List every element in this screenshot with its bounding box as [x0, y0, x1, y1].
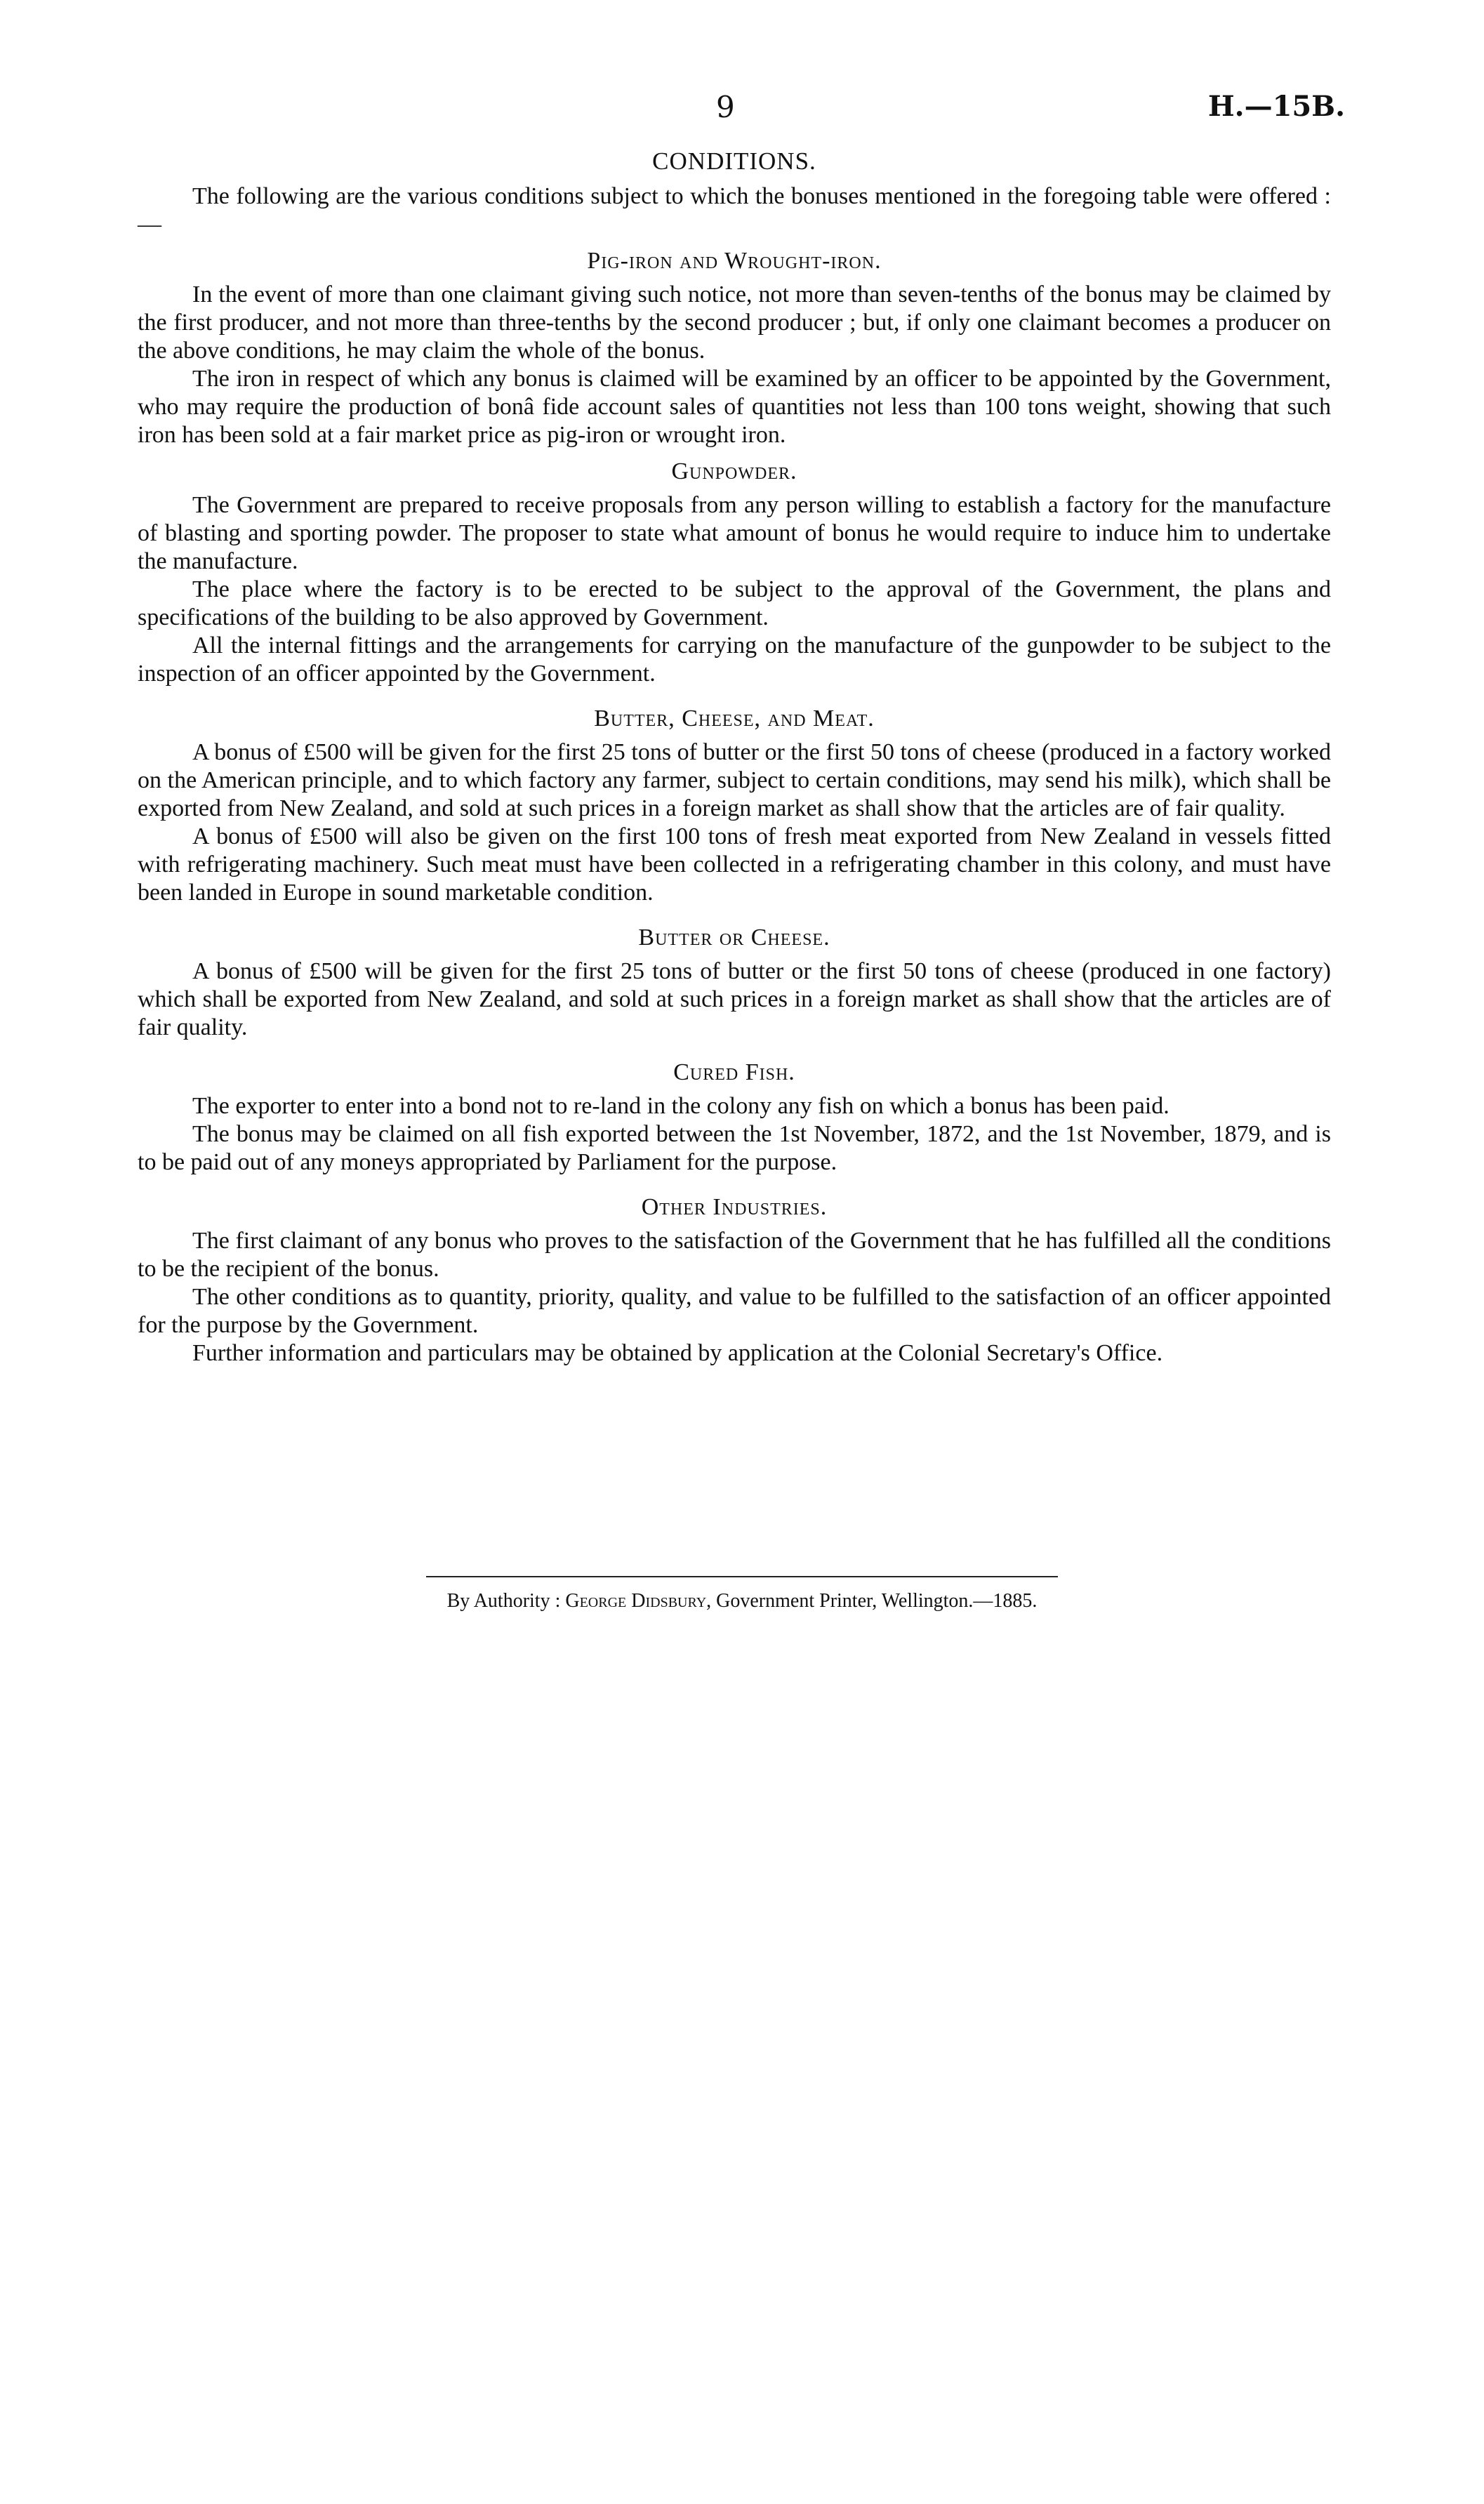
section-paragraph: The iron in respect of which any bonus is claimed will be examined by an officer to be appointed by the Government, who may require the production of bonâ fide account sales of quantities not less than 100 tons weight, showing that such iron has been sold at a fair market price as pig-iron or wrought iron.	[138, 366, 1331, 448]
section-paragraph: The bonus may be claimed on all fish exported between the 1st November, 1872, and the 1st November, 1879, and is to be paid out of any moneys appropriated by Parliament for the purpose.	[138, 1121, 1331, 1175]
document-reference: H.—15B.	[1207, 90, 1345, 123]
section-paragraph: A bonus of £500 will also be given on the first 100 tons of fresh meat exported from New Zealand in vessels fitted with refrigerating machinery. Such meat must have been collected in a refrigerating chamber in this colony, and must have been landed in Europe in sound marketable condition.	[138, 823, 1331, 906]
section-paragraph: Further information and particulars may be obtained by application at the Colonial Secretary's Office.	[192, 1340, 1163, 1366]
section-paragraph: The exporter to enter into a bond not to re-land in the colony any fish on which a bonus has been paid.	[192, 1093, 1170, 1119]
section-paragraph: A bonus of £500 will be given for the first 25 tons of butter or the first 50 tons of cheese (produced in a factory worked on the American principle, and to which factory any farmer, subject to certain conditions, may send his milk), which shall be exported from New Zealand, and sold at such prices in a foreign market as shall show that the articles are of fair quality.	[138, 739, 1331, 821]
section-paragraph: The place where the factory is to be erected to be subject to the approval of the Government, the plans and specifications of the building to be also approved by Government.	[138, 576, 1331, 630]
imprint-printer-name: George Didsbury	[565, 1590, 707, 1612]
section-heading: Cured Fish.	[673, 1059, 795, 1085]
footer-rule	[426, 1576, 1058, 1577]
printer-imprint	[0, 1576, 1484, 1612]
imprint-prefix: By Authority :	[446, 1590, 561, 1612]
section-butter-cheese-meat	[138, 705, 1331, 907]
page-number: 9	[716, 90, 735, 124]
section-heading: Butter, Cheese, and Meat.	[594, 706, 875, 731]
section-pig-iron	[138, 247, 1331, 449]
intro-paragraph: The following are the various conditions subject to which the bonuses mentioned in the foregoing table were offered :—	[138, 183, 1331, 237]
section-paragraph: The Government are prepared to receive proposals from any person willing to establish a factory for the manufacture of blasting and sporting powder. The proposer to state what amount of bonus he would require to induce him to undertake the manufacture.	[138, 492, 1331, 574]
section-cured-fish	[138, 1059, 1331, 1177]
section-other-industries	[138, 1193, 1331, 1367]
section-heading: Butter or Cheese.	[638, 925, 830, 950]
section-paragraph: The other conditions as to quantity, priority, quality, and value to be fulfilled to the satisfaction of an officer appointed for the purpose by the Government.	[138, 1284, 1331, 1338]
section-paragraph: All the internal fittings and the arrangements for carrying on the manufacture of the gunpowder to be subject to the inspection of an officer appointed by the Government.	[138, 632, 1331, 687]
section-butter-or-cheese	[138, 924, 1331, 1042]
section-heading: Other Industries.	[641, 1194, 828, 1220]
section-gunpowder	[138, 458, 1331, 688]
section-heading: Pig-iron and Wrought-iron.	[587, 248, 882, 274]
document-title: CONDITIONS.	[652, 147, 816, 175]
section-paragraph: A bonus of £500 will be given for the first 25 tons of butter or the first 50 tons of cheese (produced in one factory) which shall be exported from New Zealand, and sold at such prices in a foreign market as shall show that the articles are of fair quality.	[138, 958, 1331, 1040]
document-body	[138, 147, 1331, 1367]
section-paragraph: In the event of more than one claimant giving such notice, not more than seven-tenths of the bonus may be claimed by the first producer, and not more than three-tenths by the second producer ; but, if only one claimant becomes a producer on the above conditions, he may claim the whole of the bonus.	[138, 281, 1331, 364]
section-paragraph: The first claimant of any bonus who proves to the satisfaction of the Government that he has fulfilled all the conditions to be the recipient of the bonus.	[138, 1228, 1331, 1282]
imprint-text	[0, 1590, 1484, 1612]
imprint-suffix: , Government Printer, Wellington.—1885.	[706, 1590, 1038, 1612]
section-heading: Gunpowder.	[671, 458, 797, 484]
